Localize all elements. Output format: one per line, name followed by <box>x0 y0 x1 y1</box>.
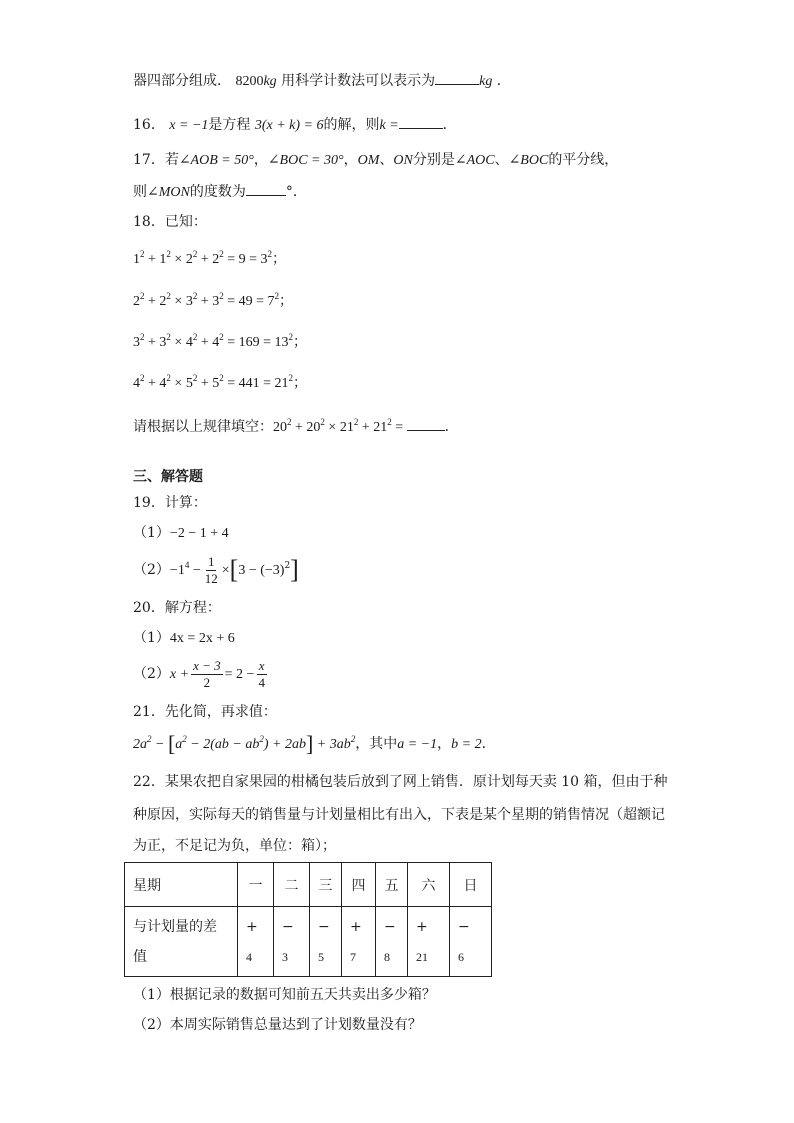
q17-angle-aoc: ∠AOC <box>454 153 495 168</box>
q15-text: 器四部分组成． <box>133 73 231 89</box>
q17-line2 <box>133 181 307 203</box>
table-cell-day <box>274 863 310 907</box>
q18-fill-text: 请根据以上规律填空： <box>133 419 273 435</box>
q15-value: 8200 <box>235 74 264 89</box>
q18-fill-c: 21 <box>339 420 354 435</box>
q18-r1-a: 1 <box>133 252 140 267</box>
q17-angle-aob: ∠AOB = 50° <box>178 153 254 168</box>
value-wed: 5 <box>318 949 324 964</box>
q19-p2-den: 12 <box>204 570 218 586</box>
q20-p2-fraction2 <box>256 658 267 691</box>
value-sun: 6 <box>458 949 464 964</box>
q22-line1 <box>133 772 668 792</box>
sign-tue: − <box>282 918 294 935</box>
value-fri: 8 <box>384 949 390 964</box>
q21-cond: ，其中 <box>355 736 398 752</box>
q15-mid: 用科学计数法可以表示为 <box>281 73 436 89</box>
q22-sub2-text: （2）本周实际销售总量达到了计划数量没有？ <box>133 1017 422 1033</box>
q16-eq2: 3(x + k) = 6 <box>254 118 324 133</box>
q21-cond-a: a = −1 <box>397 737 438 752</box>
value-mon: 4 <box>246 949 252 964</box>
q21-end: ． <box>481 736 496 752</box>
q20-p2-x: x + <box>169 667 190 682</box>
table-cell-value <box>238 907 274 977</box>
q17-om: OM <box>357 153 380 168</box>
section-heading <box>133 467 203 487</box>
q20-title-text: 20．解方程： <box>133 600 221 616</box>
q18-r2-a: 2 <box>133 294 140 309</box>
q18-r1-c: 2 <box>185 252 193 267</box>
q21-expr-e: ) + 2ab <box>263 737 306 752</box>
q18-row-3: $3^2 + 3^2 \times 4^2 + 4^2 = 169 = 13^2$； <box>133 332 308 350</box>
q17-angle-mon: ∠MON <box>147 185 190 200</box>
sign-wed: − <box>318 918 330 935</box>
q19-p2-a: −1 <box>169 563 185 578</box>
table-cell-day <box>376 863 408 907</box>
q18-fill-b: 20 <box>306 420 321 435</box>
q18-r4-c: 5 <box>185 376 193 391</box>
sign-fri: − <box>384 918 396 935</box>
q17-dun: 、 <box>379 152 394 168</box>
q18-answer-blank[interactable] <box>407 416 445 431</box>
table-cell-day <box>342 863 376 907</box>
q21-expr-b: − <box>151 737 168 752</box>
q17-t2: 的平分线， <box>548 152 619 168</box>
table-header-weekday <box>125 863 238 907</box>
table-cell-value <box>450 907 492 977</box>
value-thu: 7 <box>350 949 356 964</box>
diff-label-2: 值 <box>133 948 147 965</box>
q17-line2a: 则 <box>133 184 147 200</box>
q20-p1-expr: 4x = 2x + 6 <box>169 631 235 646</box>
q21-cond-sep: ， <box>437 736 452 752</box>
q16-eq3: k = <box>379 118 399 133</box>
day-wed: 三 <box>318 877 333 894</box>
day-sat: 六 <box>421 877 436 894</box>
table-cell-day <box>238 863 274 907</box>
value-sat: 21 <box>416 949 428 964</box>
q16-number: 16． <box>133 117 165 133</box>
q16-eq1: x = −1 <box>169 118 209 133</box>
q17-end: °． <box>285 184 307 200</box>
q18-r2-c: 3 <box>185 294 193 309</box>
q22-line3 <box>133 836 336 856</box>
q19-p2-fraction <box>203 554 220 587</box>
q20-p2-den2: 4 <box>258 674 265 690</box>
q15-end: ． <box>496 73 511 89</box>
q17-angle-boc: ∠BOC = 30° <box>267 153 344 168</box>
day-sun: 日 <box>463 877 478 894</box>
q21-cond-b: b = 2 <box>451 737 482 752</box>
q19-p2-exp2: 2 <box>284 561 291 571</box>
day-fri: 五 <box>384 877 399 894</box>
q20-p2-num2: x <box>258 657 265 673</box>
q15-unit2: kg <box>479 74 493 89</box>
q19-p1-label: （1） <box>133 525 170 541</box>
q19-p1-expr: −2 − 1 + 4 <box>169 526 229 541</box>
table-cell-day <box>408 863 450 907</box>
table-cell-value <box>274 907 310 977</box>
sign-sat: + <box>416 918 428 935</box>
q18-title-text: 18．已知： <box>133 214 207 230</box>
q17-dun2: 、 <box>494 152 509 168</box>
q17-angle-boc2: ∠BOC <box>508 153 549 168</box>
day-mon: 一 <box>248 877 263 894</box>
q15-answer-blank[interactable] <box>435 70 479 85</box>
q17-line1 <box>133 150 618 171</box>
q22-line2 <box>133 805 665 825</box>
q19-p2-exp: 4 <box>184 560 190 570</box>
sign-mon: + <box>246 918 258 935</box>
q17-on: ON <box>393 153 413 168</box>
q16-t2: 的解，则 <box>323 117 380 133</box>
q22-sub2 <box>133 1015 422 1035</box>
q21-expression: $2a^2 - [a^2 - 2(ab - ab^2) + 2ab] + 3ab^2$，其中a = −1，b = 2． <box>133 731 496 756</box>
q18-r4-d: 5 <box>212 376 220 391</box>
q16-line <box>133 114 457 136</box>
q18-r2-d: 3 <box>212 294 220 309</box>
table-cell-value <box>310 907 342 977</box>
q19-p2-num: 1 <box>207 553 215 569</box>
q21-expr-f: + 3ab <box>313 737 351 752</box>
diff-label-1: 与计划量的差 <box>133 918 217 935</box>
table-row <box>125 863 492 907</box>
q20-part2 <box>133 656 269 693</box>
q20-p2-label: （2） <box>133 666 170 682</box>
table-cell-day <box>310 863 342 907</box>
q16-t1: 是方程 <box>208 117 251 133</box>
q19-title-text: 19．计算： <box>133 495 207 511</box>
q19-title <box>133 493 207 513</box>
day-thu: 四 <box>351 877 366 894</box>
q21-title <box>133 702 277 722</box>
q18-r1-res: 9 = 3 <box>238 252 268 267</box>
q15-unit: kg <box>263 74 277 89</box>
q20-p2-mid: = 2 − <box>224 667 255 682</box>
q18-r3-res: 169 = 13 <box>238 335 289 350</box>
q22-sub1-text: （1）根据记录的数据可知前五天共卖出多少箱？ <box>133 987 436 1003</box>
q20-title <box>133 598 221 618</box>
q17-number: 17．若 <box>133 152 179 168</box>
q17-sep1: ， <box>253 152 268 168</box>
q18-row-1: $1^2 + 1^2 \times 2^2 + 2^2 = 9 = 3^2$； <box>133 249 287 267</box>
q21-expr-a: 2a <box>133 737 147 752</box>
q18-r2-b: 2 <box>159 294 167 309</box>
q18-r2-res: 49 = 7 <box>238 294 275 309</box>
q20-p2-den1: 2 <box>203 674 211 690</box>
q18-fill-a: 20 <box>273 420 287 435</box>
table-row <box>125 907 492 977</box>
q20-part1 <box>133 628 235 649</box>
q22-line2-text: 种原因，实际每天的销售量与计划量相比有出入，下表是某个星期的销售情况（超额记 <box>133 807 665 823</box>
q19-p2-label: （2） <box>133 562 170 578</box>
q16-answer-blank[interactable] <box>399 114 443 129</box>
q18-fill-d: 21 <box>373 420 388 435</box>
table-header-diff <box>125 907 238 977</box>
q18-r3-d: 4 <box>212 335 220 350</box>
q22-line3-text: 为正，不足记为负，单位：箱）； <box>133 838 336 854</box>
q18-r3-c: 4 <box>185 335 193 350</box>
q20-p2-fraction1 <box>191 658 223 691</box>
q18-fill-line: 请根据以上规律填空：$20^2 + 20^2 \times 21^2 + 21^2$ = ． <box>133 417 459 435</box>
q17-answer-blank[interactable] <box>246 181 286 196</box>
sign-thu: + <box>350 918 362 935</box>
table-cell-day <box>450 863 492 907</box>
q18-r4-b: 4 <box>159 376 167 391</box>
q20-p1-label: （1） <box>133 630 170 646</box>
q18-title <box>133 212 207 232</box>
q18-r3-b: 3 <box>159 335 167 350</box>
weekday-label: 星期 <box>133 877 161 894</box>
q15-tail-line <box>133 70 511 92</box>
table-cell-value <box>376 907 408 977</box>
q16-end: ． <box>442 117 457 133</box>
q18-row-2: $2^2 + 2^2 \times 3^2 + 3^2 = 49 = 7^2$； <box>133 291 294 309</box>
q17-sep2: ， <box>343 152 358 168</box>
q19-p2-inner: 3 − (−3) <box>238 563 285 578</box>
q19-part1 <box>133 523 229 544</box>
q19-part2: $(2)-1^4$ − $\frac{1}{12}$ $\times[3 - (-3)^2]$ <box>133 553 299 586</box>
q18-r4-res: 441 = 21 <box>238 376 289 391</box>
day-tue: 二 <box>284 877 299 894</box>
q22-sub1 <box>133 985 436 1005</box>
q21-expr-d: − 2(ab − ab <box>186 737 260 752</box>
sales-table <box>124 862 492 977</box>
value-tue: 3 <box>282 949 288 964</box>
q18-r1-b: 1 <box>159 252 167 267</box>
q17-line2b: 的度数为 <box>189 184 246 200</box>
q18-row-4: $4^2 + 4^2 \times 5^2 + 5^2 = 441 = 21^2$； <box>133 373 308 391</box>
q18-r4-a: 4 <box>133 376 140 391</box>
q21-title-text: 21．先化简，再求值： <box>133 704 277 720</box>
table-cell-value <box>342 907 376 977</box>
sign-sun: − <box>458 918 470 935</box>
q17-t1: 分别是 <box>412 152 455 168</box>
q18-r1-d: 2 <box>212 252 220 267</box>
section-heading-text: 三、解答题 <box>133 469 203 485</box>
q22-line1-text: 22．某果农把自家果园的柑橘包装后放到了网上销售．原计划每天卖 10 箱，但由于种 <box>133 774 668 790</box>
q20-p2-num1: x − 3 <box>193 657 221 673</box>
q21-expr-c: a <box>175 737 183 752</box>
table-cell-value <box>408 907 450 977</box>
q18-r3-a: 3 <box>133 335 140 350</box>
